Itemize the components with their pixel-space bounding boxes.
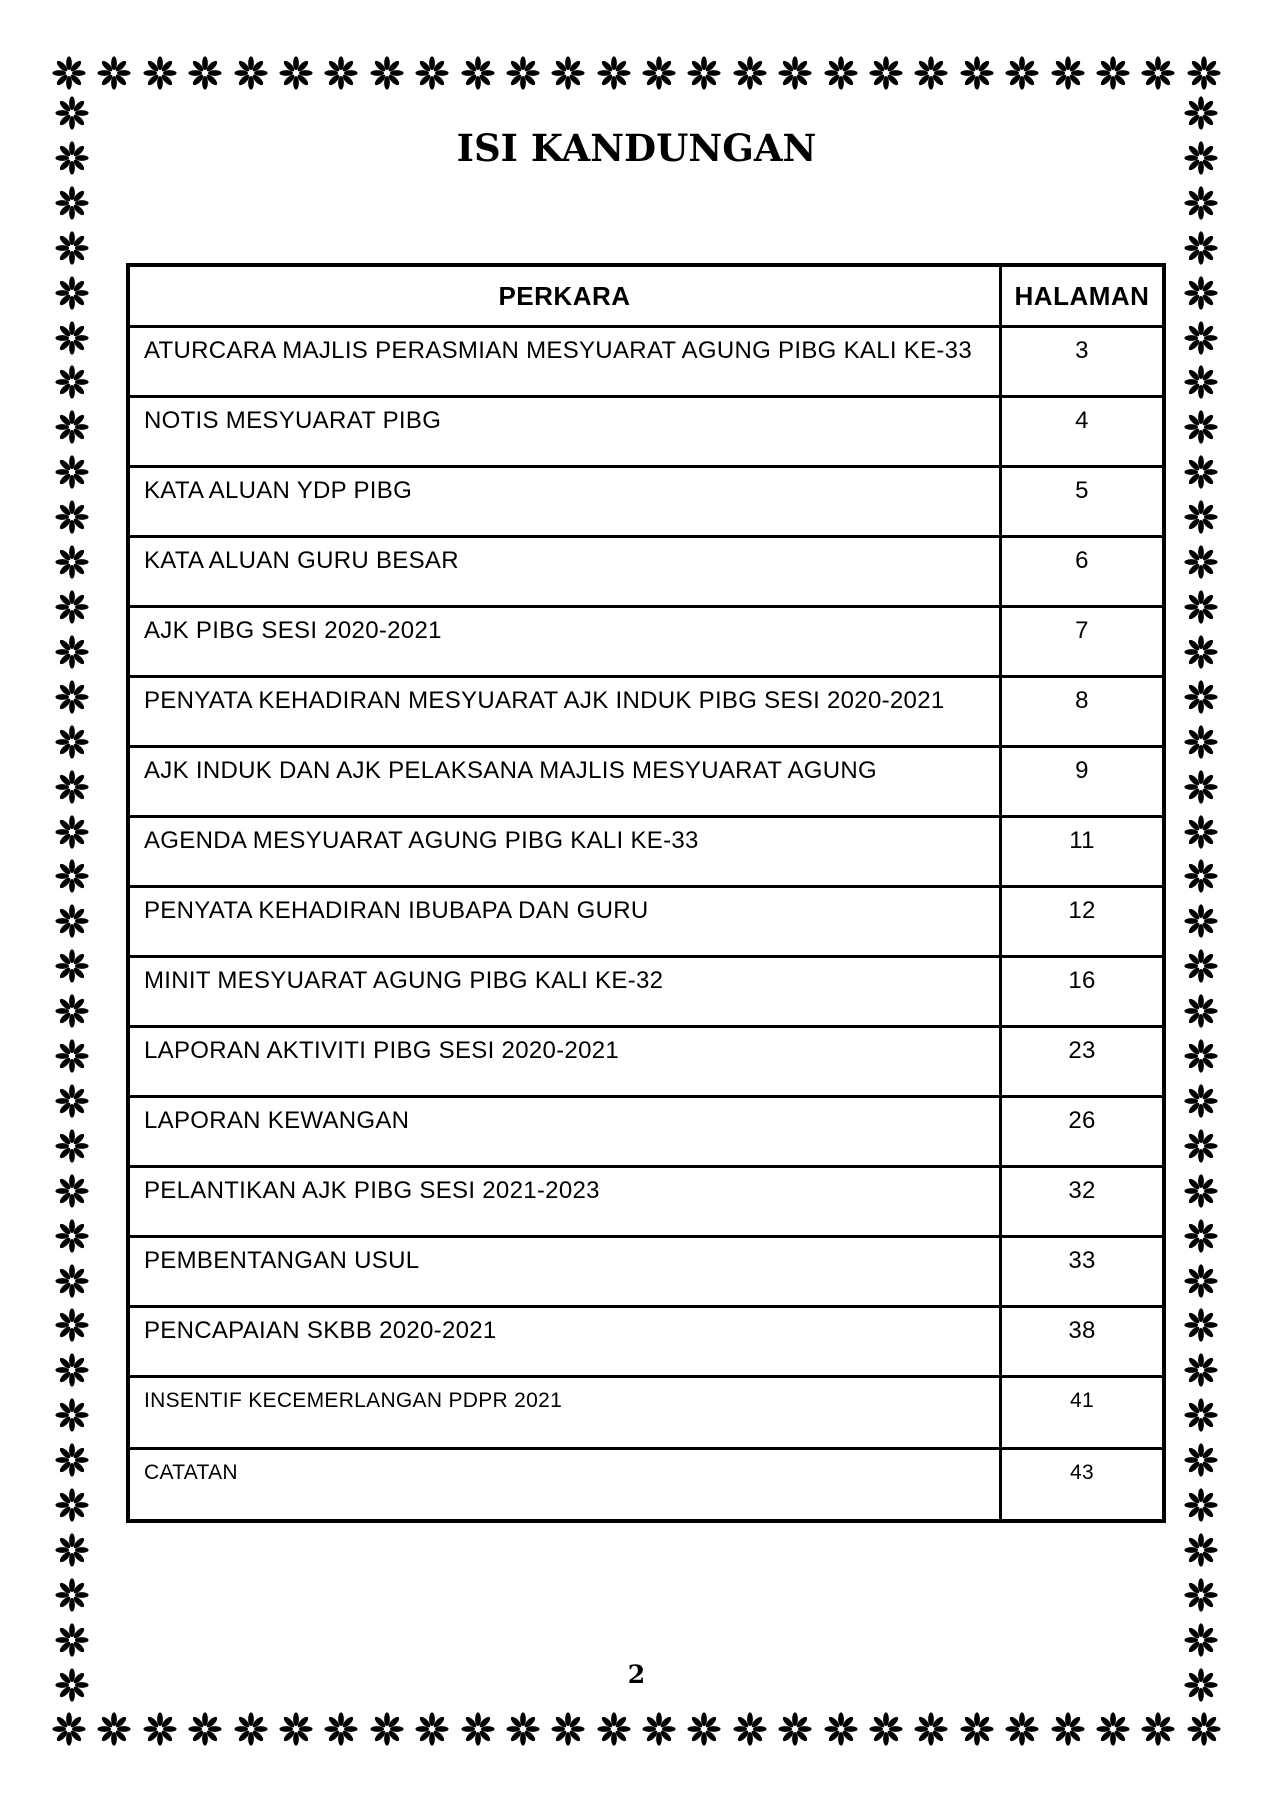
flower-icon (55, 590, 89, 624)
flower-icon (1051, 1712, 1085, 1746)
flower-icon (55, 1623, 89, 1657)
flower-icon (1187, 56, 1221, 90)
flower-icon (415, 1712, 449, 1746)
perkara-cell: PENYATA KEHADIRAN IBUBAPA DAN GURU (128, 887, 1001, 957)
flower-icon (55, 365, 89, 399)
page-title: ISI KANDUNGAN (456, 126, 817, 170)
flower-icon (55, 1039, 89, 1073)
flower-icon (234, 1712, 268, 1746)
perkara-cell: PELANTIKAN AJK PIBG SESI 2021-2023 (128, 1167, 1001, 1237)
flower-icon (1184, 1174, 1218, 1208)
flower-icon (1051, 56, 1085, 90)
table-row (128, 327, 1164, 397)
flower-icon (55, 1398, 89, 1432)
flower-icon (1184, 321, 1218, 355)
flower-icon (1184, 1623, 1218, 1657)
flower-icon (597, 1712, 631, 1746)
flower-icon (1096, 1712, 1130, 1746)
flower-icon (1184, 1488, 1218, 1522)
table-row (128, 1237, 1164, 1307)
flower-icon (279, 1712, 313, 1746)
flower-icon (55, 770, 89, 804)
flower-icon (370, 56, 404, 90)
table-row (128, 1027, 1164, 1097)
flower-icon (461, 56, 495, 90)
flower-icon (1184, 500, 1218, 534)
flower-icon (1184, 276, 1218, 310)
flower-icon (1184, 1308, 1218, 1342)
halaman-cell: 5 (1001, 467, 1165, 537)
table-row (128, 1449, 1164, 1522)
flower-icon (55, 1578, 89, 1612)
flower-icon (1184, 1129, 1218, 1163)
halaman-cell: 16 (1001, 957, 1165, 1027)
flower-icon (1141, 56, 1175, 90)
flower-icon (324, 1712, 358, 1746)
flower-icon (55, 1264, 89, 1298)
halaman-cell: 9 (1001, 747, 1165, 817)
flower-icon (1184, 1533, 1218, 1567)
flower-icon (960, 56, 994, 90)
flower-icon (778, 56, 812, 90)
flower-icon (55, 500, 89, 534)
table-row (128, 397, 1164, 467)
flower-icon (1184, 410, 1218, 444)
flower-icon (143, 56, 177, 90)
flower-icon (324, 56, 358, 90)
flower-icon (869, 1712, 903, 1746)
perkara-cell: PENYATA KEHADIRAN MESYUARAT AJK INDUK PIBG SESI 2020-2021 (128, 677, 1001, 747)
halaman-cell: 8 (1001, 677, 1165, 747)
flower-icon (55, 276, 89, 310)
flower-icon (1184, 904, 1218, 938)
flower-icon (1184, 680, 1218, 714)
flower-icon (55, 725, 89, 759)
halaman-cell: 3 (1001, 327, 1165, 397)
border-top (52, 56, 1221, 90)
flower-icon (55, 859, 89, 893)
flower-icon (1184, 231, 1218, 265)
perkara-cell: AGENDA MESYUARAT AGUNG PIBG KALI KE-33 (128, 817, 1001, 887)
halaman-cell: 38 (1001, 1307, 1165, 1377)
flower-icon (55, 1443, 89, 1477)
flower-icon (55, 455, 89, 489)
flower-icon (55, 680, 89, 714)
flower-icon (1184, 455, 1218, 489)
flower-icon (1184, 1443, 1218, 1477)
flower-icon (143, 1712, 177, 1746)
page-number: 2 (627, 1660, 646, 1689)
flower-icon (1184, 1264, 1218, 1298)
flower-icon (188, 56, 222, 90)
flower-icon (55, 1308, 89, 1342)
flower-icon (55, 904, 89, 938)
halaman-header: HALAMAN (1001, 265, 1165, 327)
flower-icon (1184, 545, 1218, 579)
flower-icon (597, 56, 631, 90)
table-row (128, 677, 1164, 747)
halaman-cell: 43 (1001, 1449, 1165, 1522)
halaman-cell: 4 (1001, 397, 1165, 467)
flower-icon (960, 1712, 994, 1746)
perkara-cell: CATATAN (128, 1449, 1001, 1522)
perkara-cell: MINIT MESYUARAT AGUNG PIBG KALI KE-32 (128, 957, 1001, 1027)
flower-icon (461, 1712, 495, 1746)
table-row (128, 607, 1164, 677)
flower-icon (55, 1174, 89, 1208)
flower-icon (1184, 949, 1218, 983)
halaman-cell: 32 (1001, 1167, 1165, 1237)
flower-icon (778, 1712, 812, 1746)
perkara-cell: AJK INDUK DAN AJK PELAKSANA MAJLIS MESYUARAT AGUNG (128, 747, 1001, 817)
halaman-cell: 26 (1001, 1097, 1165, 1167)
table-row (128, 467, 1164, 537)
flower-icon (55, 1219, 89, 1253)
flower-icon (1184, 96, 1218, 130)
flower-icon (551, 1712, 585, 1746)
perkara-cell: KATA ALUAN GURU BESAR (128, 537, 1001, 607)
flower-icon (188, 1712, 222, 1746)
border-right (1184, 96, 1218, 1702)
flower-icon (551, 56, 585, 90)
flower-icon (1184, 590, 1218, 624)
flower-icon (55, 994, 89, 1028)
flower-icon (415, 56, 449, 90)
flower-icon (1184, 815, 1218, 849)
flower-icon (824, 56, 858, 90)
flower-icon (687, 1712, 721, 1746)
perkara-header: PERKARA (128, 265, 1001, 327)
flower-icon (1005, 56, 1039, 90)
flower-icon (370, 1712, 404, 1746)
perkara-cell: PENCAPAIAN SKBB 2020-2021 (128, 1307, 1001, 1377)
flower-icon (506, 56, 540, 90)
perkara-cell: LAPORAN AKTIVITI PIBG SESI 2020-2021 (128, 1027, 1001, 1097)
flower-icon (97, 56, 131, 90)
flower-icon (55, 186, 89, 220)
flower-icon (1184, 770, 1218, 804)
flower-icon (1184, 186, 1218, 220)
perkara-cell: KATA ALUAN YDP PIBG (128, 467, 1001, 537)
perkara-cell: INSENTIF KECEMERLANGAN PDPR 2021 (128, 1377, 1001, 1449)
contents-table (126, 263, 1166, 1523)
halaman-cell: 12 (1001, 887, 1165, 957)
perkara-cell: LAPORAN KEWANGAN (128, 1097, 1001, 1167)
table-row (128, 537, 1164, 607)
flower-icon (1187, 1712, 1221, 1746)
halaman-cell: 41 (1001, 1377, 1165, 1449)
flower-icon (279, 56, 313, 90)
flower-icon (97, 1712, 131, 1746)
border-bottom (52, 1712, 1221, 1746)
perkara-cell: AJK PIBG SESI 2020-2021 (128, 607, 1001, 677)
flower-icon (733, 1712, 767, 1746)
flower-icon (52, 1712, 86, 1746)
table-row (128, 747, 1164, 817)
table-row (128, 817, 1164, 887)
flower-icon (1184, 1353, 1218, 1387)
flower-icon (642, 1712, 676, 1746)
flower-icon (55, 545, 89, 579)
border-left (55, 96, 89, 1702)
perkara-cell: NOTIS MESYUARAT PIBG (128, 397, 1001, 467)
flower-icon (55, 231, 89, 265)
flower-icon (55, 815, 89, 849)
perkara-cell: PEMBENTANGAN USUL (128, 1237, 1001, 1307)
flower-icon (914, 1712, 948, 1746)
table-row (128, 957, 1164, 1027)
flower-icon (1184, 1398, 1218, 1432)
flower-icon (1096, 56, 1130, 90)
flower-icon (1184, 859, 1218, 893)
halaman-cell: 33 (1001, 1237, 1165, 1307)
flower-icon (506, 1712, 540, 1746)
table-header-row (128, 265, 1164, 327)
flower-icon (1184, 1084, 1218, 1118)
perkara-cell: ATURCARA MAJLIS PERASMIAN MESYUARAT AGUNG PIBG KALI KE-33 (128, 327, 1001, 397)
flower-icon (733, 56, 767, 90)
flower-icon (55, 1353, 89, 1387)
flower-icon (55, 410, 89, 444)
flower-icon (55, 1488, 89, 1522)
halaman-cell: 23 (1001, 1027, 1165, 1097)
flower-icon (55, 96, 89, 130)
flower-icon (642, 56, 676, 90)
flower-icon (55, 949, 89, 983)
flower-icon (1184, 725, 1218, 759)
flower-icon (824, 1712, 858, 1746)
flower-icon (1141, 1712, 1175, 1746)
flower-icon (52, 56, 86, 90)
flower-icon (1184, 1578, 1218, 1612)
flower-icon (914, 56, 948, 90)
table-row (128, 1097, 1164, 1167)
flower-icon (869, 56, 903, 90)
halaman-cell: 7 (1001, 607, 1165, 677)
halaman-cell: 11 (1001, 817, 1165, 887)
flower-icon (1184, 365, 1218, 399)
flower-icon (55, 321, 89, 355)
halaman-cell: 6 (1001, 537, 1165, 607)
flower-icon (1184, 994, 1218, 1028)
table-row (128, 1167, 1164, 1237)
flower-icon (687, 56, 721, 90)
flower-icon (55, 1533, 89, 1567)
flower-icon (55, 1129, 89, 1163)
table-row (128, 887, 1164, 957)
flower-icon (1005, 1712, 1039, 1746)
flower-icon (1184, 1039, 1218, 1073)
flower-icon (1184, 1219, 1218, 1253)
flower-icon (1184, 635, 1218, 669)
flower-icon (55, 635, 89, 669)
flower-icon (234, 56, 268, 90)
table-row (128, 1377, 1164, 1449)
table-row (128, 1307, 1164, 1377)
flower-icon (55, 1084, 89, 1118)
